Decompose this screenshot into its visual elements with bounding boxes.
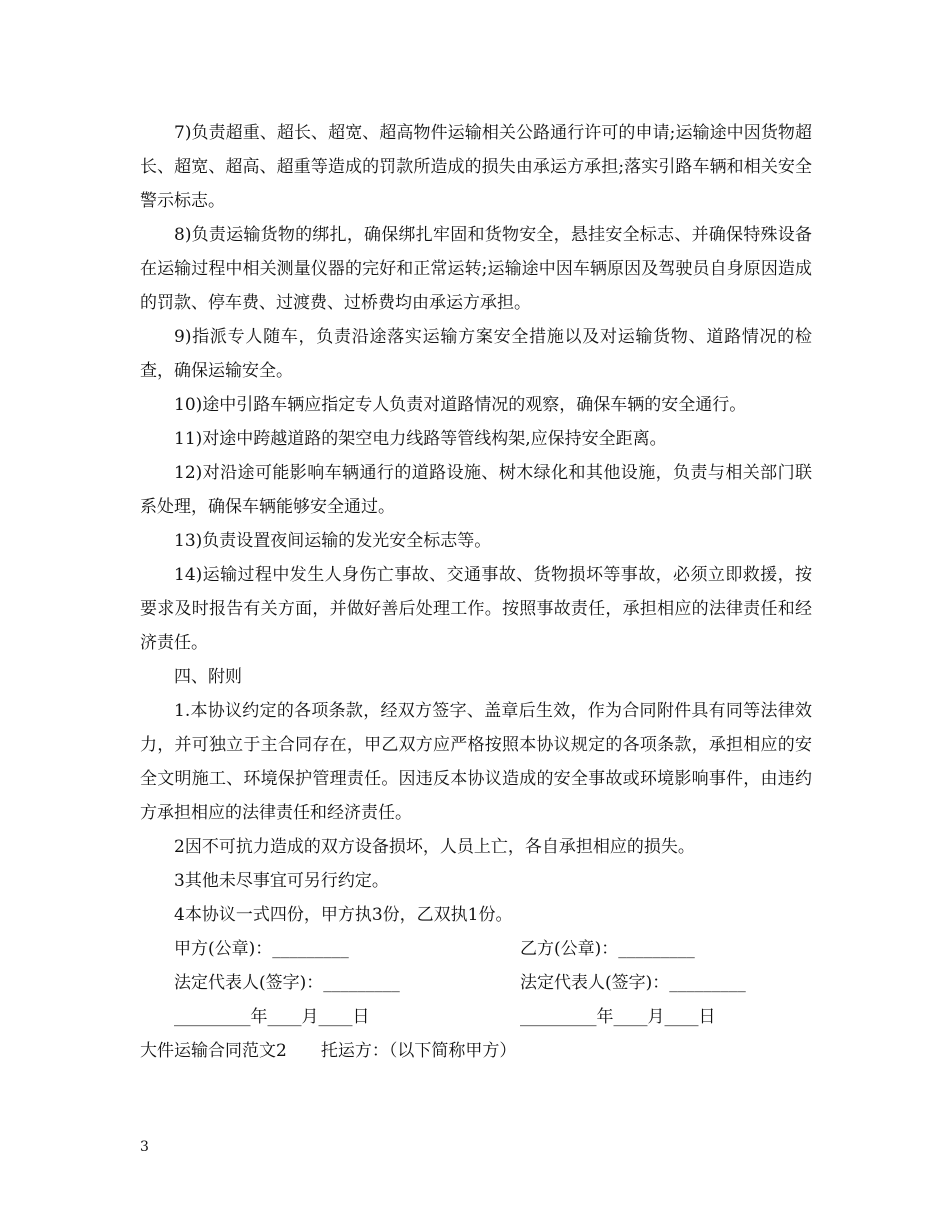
signature-row-date — [140, 1000, 812, 1034]
clause-14: 14)运输过程中发生人身伤亡事故、交通事故、货物损坏等事故，必须立即救援，按要求及时报告有关方面，并做好善后处理工作。按照事故责任，承担相应的法律责任和经济责任。 — [140, 565, 812, 653]
clause-12: 12)对沿途可能影响车辆通行的道路设施、树木绿化和其他设施，负责与相关部门联系处理，确保车辆能够安全通过。 — [140, 463, 812, 517]
signature-row-representative — [140, 966, 812, 1000]
signature-row-seal — [140, 932, 812, 966]
clause-9: 9)指派专人随车，负责沿途落实运输方案安全措施以及对运输货物、道路情况的检查，确保运输安全。 — [140, 327, 812, 381]
shipper-label: 托运方：（以下简称甲方） — [320, 1041, 517, 1061]
section-heading-appendix: 四、附则 — [174, 667, 242, 687]
appendix-clause-4: 4本协议一式四份，甲方执3份，乙双执1份。 — [174, 905, 513, 925]
party-a-date-line: _________年____月____日 — [174, 1007, 370, 1027]
party-a-rep-line: 法定代表人(签字)：_________ — [174, 973, 400, 993]
document-body — [140, 116, 812, 1068]
next-document-title: 大件运输合同范文2 — [140, 1041, 287, 1061]
page-number: 3 — [140, 1139, 149, 1155]
party-b-seal-line: 乙方(公章)：_________ — [520, 939, 695, 959]
appendix-clause-3: 3其他未尽事宜可另行约定。 — [174, 871, 389, 891]
appendix-clause-1: 1.本协议约定的各项条款，经双方签字、盖章后生效，作为合同附件具有同等法律效力，并可独立于主合同存在，甲乙双方应严格按照本协议规定的各项条款，承担相应的安全文明施工、环境保护管理责任。因违反本协议造成的安全事故或环境影响事件，由违约方承担相应的法律责任和经济责任。 — [140, 701, 812, 823]
party-b-date-line: _________年____月____日 — [520, 1007, 716, 1027]
clause-10: 10)途中引路车辆应指定专人负责对道路情况的观察，确保车辆的安全通行。 — [174, 395, 747, 415]
clause-13: 13)负责设置夜间运输的发光安全标志等。 — [174, 531, 492, 551]
next-document-heading — [140, 1034, 812, 1068]
party-b-rep-line: 法定代表人(签字)：_________ — [520, 973, 746, 993]
appendix-clause-2: 2因不可抗力造成的双方设备损坏，人员上亡，各自承担相应的损失。 — [174, 837, 695, 857]
party-a-seal-line: 甲方(公章)：_________ — [174, 939, 349, 959]
clause-7: 7)负责超重、超长、超宽、超高物件运输相关公路通行许可的申请;运输途中因货物超长、超宽、超高、超重等造成的罚款所造成的损失由承运方承担;落实引路车辆和相关安全警示标志。 — [140, 123, 812, 211]
clause-8: 8)负责运输货物的绑扎，确保绑扎牢固和货物安全，悬挂安全标志、并确保特殊设备在运输过程中相关测量仪器的完好和正常运转;运输途中因车辆原因及驾驶员自身原因造成的罚款、停车费、过渡费、过桥费均由承运方承担。 — [140, 225, 812, 313]
clause-11: 11)对途中跨越道路的架空电力线路等管线构架,应保持安全距离。 — [174, 429, 667, 449]
